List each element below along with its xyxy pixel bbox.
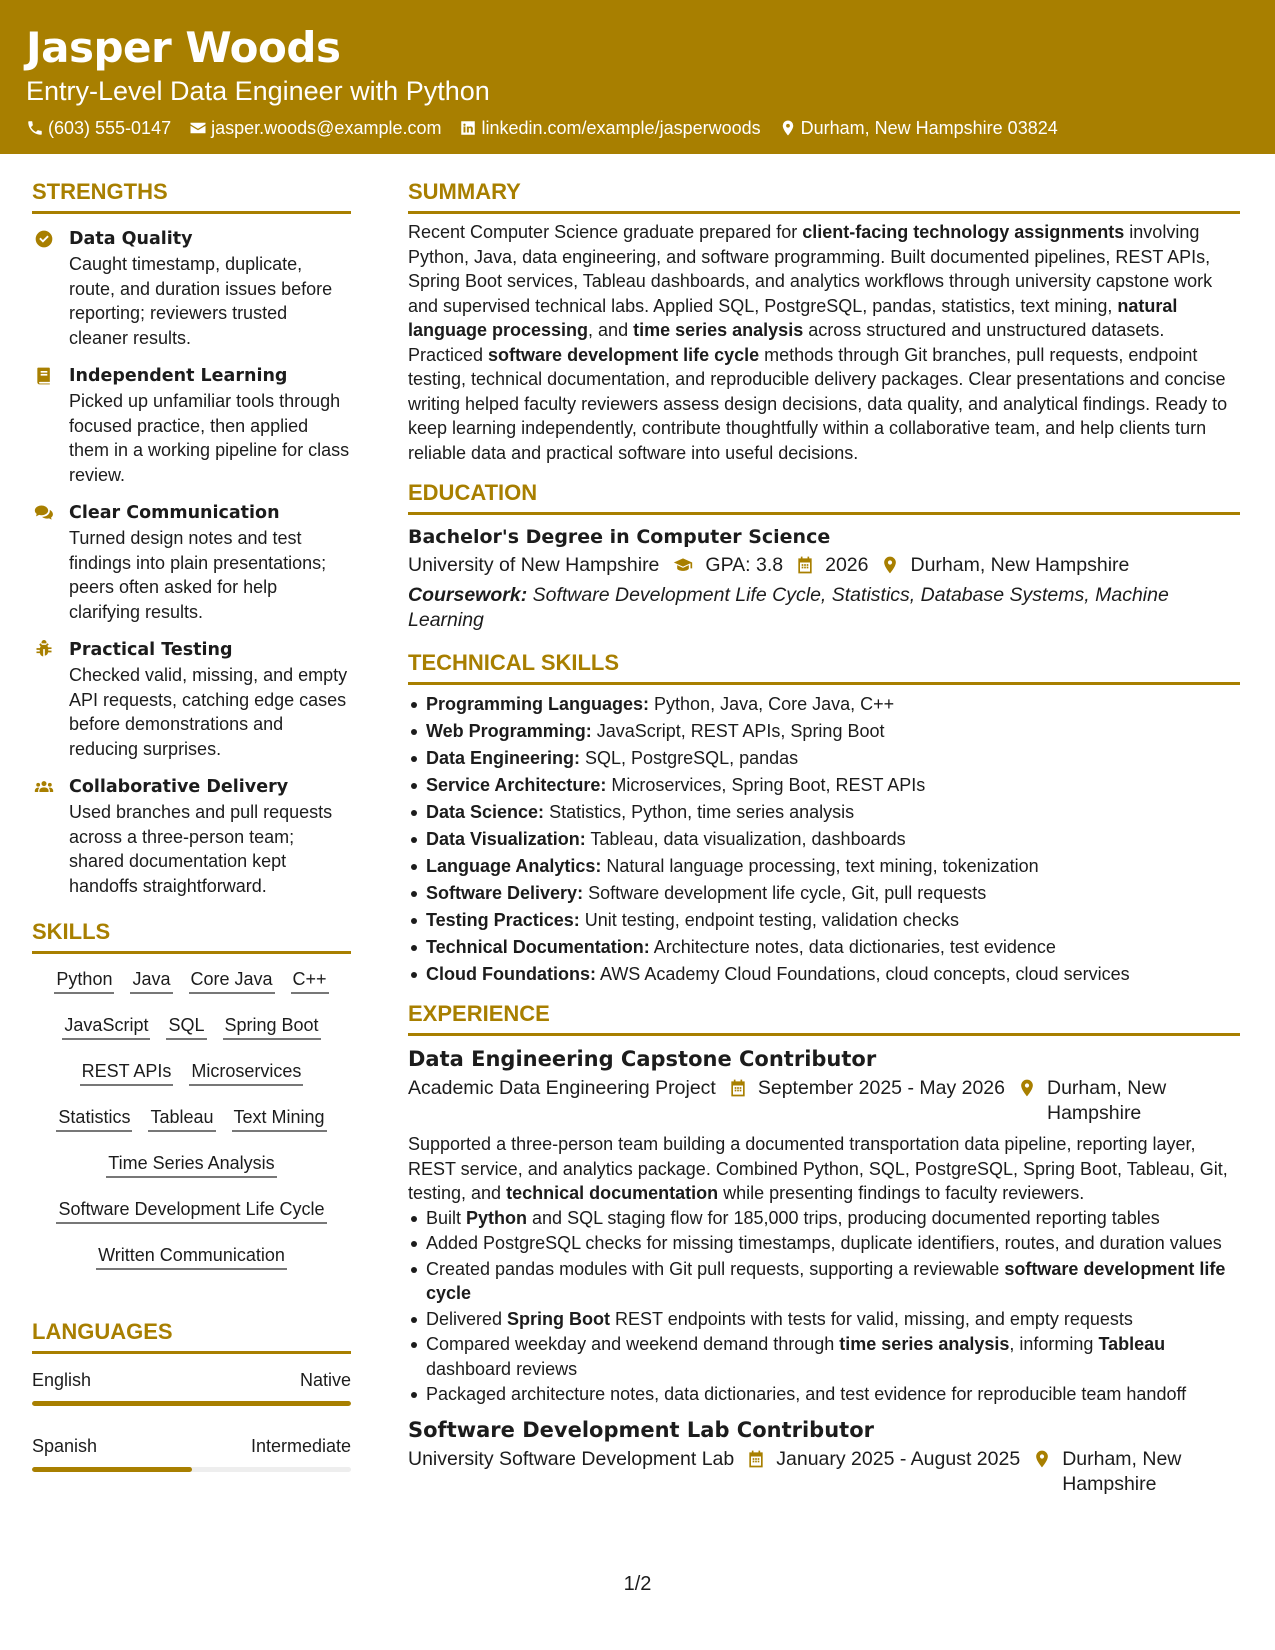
strength-icon-wrap	[32, 226, 69, 350]
job-bullet	[408, 1332, 1240, 1381]
skill-tag: C++	[291, 968, 329, 994]
skill-tag: Microservices	[189, 1060, 303, 1086]
job-bullet	[408, 1382, 1240, 1407]
language-item	[32, 1368, 351, 1406]
language-proficiency-fill	[32, 1401, 351, 1406]
technical-skill-value: Software development life cycle, Git, pull requests	[583, 883, 987, 903]
technical-skill-item	[408, 880, 1240, 907]
contact-bar	[26, 116, 1249, 140]
phone-text: (603) 555-0147	[48, 118, 172, 138]
language-proficiency-bar	[32, 1467, 351, 1472]
skills-row	[32, 1106, 351, 1132]
text-segment: , informing	[1009, 1334, 1099, 1354]
technical-skill-label: Data Engineering:	[426, 748, 581, 768]
bold-text: Python	[466, 1207, 528, 1228]
language-level: Native	[299, 1370, 351, 1390]
skill-tag: Python	[54, 968, 114, 994]
text-segment: Recent Computer Science graduate prepared for	[408, 222, 803, 242]
technical-skill-item	[408, 718, 1240, 745]
text-segment: , and	[588, 320, 634, 340]
technical-skills-list	[408, 691, 1240, 988]
language-row	[32, 1434, 351, 1458]
strength-body	[69, 637, 351, 761]
technical-skill-item	[408, 934, 1240, 961]
coursework-text: Software Development Life Cycle, Statistics, Database Systems, Machine Learning	[408, 584, 1169, 631]
language-item	[32, 1434, 351, 1472]
location-text: Durham, New Hampshire 03824	[800, 118, 1058, 138]
bold-text: software development life cycle	[488, 344, 760, 365]
technical-skill-label: Programming Languages:	[426, 694, 650, 714]
bold-text: Tableau	[1098, 1334, 1166, 1354]
technical-skill-item	[408, 691, 1240, 718]
technical-skill-label: Testing Practices:	[426, 910, 580, 930]
skills-heading: SKILLS	[32, 918, 351, 954]
job-location-text: Durham, New Hampshire	[1047, 1077, 1167, 1124]
language-name: Spanish	[32, 1436, 98, 1456]
coursework	[408, 583, 1240, 633]
strength-name: Practical Testing	[69, 640, 233, 660]
skill-tag: Spring Boot	[223, 1014, 321, 1040]
strength-name: Collaborative Delivery	[69, 777, 289, 797]
job-dates-text: September 2025 - May 2026	[757, 1077, 1005, 1099]
bold-text: Spring Boot	[507, 1308, 611, 1329]
strength-body	[69, 500, 351, 624]
skill-tag: JavaScript	[62, 1014, 150, 1040]
map-pin-icon	[1017, 1078, 1037, 1098]
education-school	[408, 553, 659, 578]
map-pin-icon	[779, 119, 797, 137]
year-text: 2026	[825, 554, 869, 576]
linkedin-text[interactable]: linkedin.com/example/jasperwoods	[481, 118, 761, 138]
job-dates-text: January 2025 - August 2025	[776, 1447, 1021, 1470]
resume-header	[0, 0, 1275, 154]
text-segment: Packaged architecture notes, data dictionaries, and test evidence for reproducible team handoff	[426, 1384, 1187, 1404]
strength-icon-wrap	[32, 500, 69, 624]
right-column	[408, 178, 1240, 1497]
calendar-icon	[728, 1078, 748, 1098]
technical-skill-label: Software Delivery:	[426, 883, 584, 903]
job-bullet	[408, 1231, 1240, 1256]
technical-skill-value: Natural language processing, text mining, tokenization	[601, 856, 1039, 876]
job-bullet	[408, 1206, 1240, 1231]
text-segment: Delivered	[426, 1308, 508, 1329]
job-dates	[746, 1447, 1020, 1472]
technical-skill-value: Statistics, Python, time series analysis	[544, 802, 855, 822]
education-degree: Bachelor's Degree in Computer Science	[408, 526, 831, 548]
summary-text	[408, 220, 1240, 465]
skills-list	[32, 964, 351, 1270]
book-icon	[34, 366, 54, 386]
text-segment: while presenting findings to faculty reviewers.	[718, 1183, 1085, 1203]
skills-row	[32, 1014, 351, 1040]
bold-text: time series analysis	[633, 320, 804, 340]
candidate-name: Jasper Woods	[26, 23, 341, 72]
job-description	[408, 1132, 1240, 1206]
skill-tag: REST APIs	[80, 1060, 174, 1086]
job-location	[1032, 1447, 1202, 1497]
languages-list	[32, 1368, 351, 1472]
technical-skill-value: Microservices, Spring Boot, REST APIs	[606, 775, 926, 795]
job-dates	[728, 1076, 1005, 1101]
page-number: 1/2	[623, 1573, 652, 1595]
language-level: Intermediate	[250, 1436, 351, 1456]
left-column	[32, 178, 351, 1500]
strength-icon-wrap	[32, 363, 69, 487]
technical-skill-label: Cloud Foundations:	[426, 964, 596, 984]
job-organization	[408, 1076, 716, 1101]
technical-skill-value: JavaScript, REST APIs, Spring Boot	[591, 721, 885, 741]
technical-skill-value: Unit testing, endpoint testing, validation checks	[579, 910, 959, 930]
job-bullets	[408, 1206, 1240, 1407]
text-segment: Added PostgreSQL checks for missing timestamps, duplicate identifiers, routes, and duration values	[426, 1233, 1222, 1253]
text-segment: across structured and unstructured datasets. Practiced	[408, 320, 1165, 365]
technical-skill-value: Tableau, data visualization, dashboards	[585, 829, 906, 849]
strength-name: Clear Communication	[69, 503, 280, 523]
job-title: Software Development Lab Contributor	[408, 1417, 874, 1442]
experience-heading: EXPERIENCE	[408, 1000, 1240, 1036]
text-segment: Compared weekday and weekend demand through	[426, 1334, 840, 1354]
text-segment: involving Python, Java, data engineering, and software programming. Built documented pipelines, REST APIs, Spring Boot services, Tableau dashboards, and analytics workflows through university capstone work and supervised technical labs. Applied SQL, PostgreSQL, pandas, statistics, text mining,	[408, 222, 1213, 316]
job-organization-text: Academic Data Engineering Project	[408, 1077, 716, 1099]
skill-tag: Written Communication	[96, 1244, 287, 1270]
technical-skill-label: Data Science:	[426, 802, 545, 822]
skills-row	[32, 1198, 351, 1224]
strengths-heading: STRENGTHS	[32, 178, 351, 214]
skill-tag: Tableau	[148, 1106, 215, 1132]
strength-description: Caught timestamp, duplicate, route, and duration issues before reporting; reviewers trusted cleaner results.	[69, 254, 333, 348]
linkedin-icon	[459, 119, 477, 137]
technical-skill-item	[408, 799, 1240, 826]
contact-linkedin[interactable]	[459, 116, 760, 140]
language-proficiency-fill	[32, 1467, 192, 1472]
map-pin-icon	[880, 555, 900, 575]
text-segment: Supported a three-person team building a documented transportation data pipeline, reporting layer, REST service, and analytics package. Combined Python, SQL, PostgreSQL, Spring Boot, Tableau, Git, testing, and	[408, 1134, 1228, 1203]
job-organization-text: University Software Development Lab	[408, 1447, 735, 1470]
envelope-icon	[189, 119, 207, 137]
job-location-text: Durham, New Hampshire	[1062, 1447, 1182, 1495]
users-icon	[34, 777, 54, 797]
skill-tag: Statistics	[56, 1106, 132, 1132]
job-bullet	[408, 1307, 1240, 1332]
job-bullet	[408, 1257, 1240, 1306]
technical-skill-label: Web Programming:	[426, 721, 592, 741]
languages-heading: LANGUAGES	[32, 1318, 351, 1354]
experience-item	[408, 1415, 1240, 1497]
strength-item	[32, 363, 351, 487]
bold-text: client-facing technology assignments	[802, 222, 1125, 242]
phone-icon	[26, 119, 44, 137]
graduation-cap-icon	[671, 555, 695, 575]
education-meta	[408, 553, 1240, 578]
language-name: English	[32, 1370, 92, 1390]
skill-tag: Core Java	[189, 968, 275, 994]
technical-skill-item	[408, 961, 1240, 988]
summary-heading: SUMMARY	[408, 178, 1240, 214]
text-segment: dashboard reviews	[426, 1358, 578, 1379]
strength-item	[32, 637, 351, 761]
contact-email[interactable]	[189, 116, 441, 140]
strength-item	[32, 774, 351, 898]
contact-location	[779, 116, 1058, 140]
gpa-text: GPA: 3.8	[705, 554, 784, 576]
contact-phone	[26, 116, 171, 140]
calendar-icon	[746, 1449, 766, 1469]
text-segment: REST endpoints with tests for valid, missing, and empty requests	[610, 1308, 1133, 1329]
strength-description: Used branches and pull requests across a three-person team; shared documentation kept handoffs straightforward.	[69, 802, 333, 896]
education-year	[795, 553, 868, 578]
technical-skill-label: Data Visualization:	[426, 829, 586, 849]
job-location	[1017, 1076, 1187, 1126]
strength-icon-wrap	[32, 774, 69, 898]
candidate-title: Entry-Level Data Engineer with Python	[26, 76, 490, 106]
strength-description: Checked valid, missing, and empty API requests, catching edge cases before demonstrations and reducing surprises.	[69, 665, 348, 759]
coursework-label: Coursework:	[408, 584, 528, 606]
check-circle-icon	[34, 229, 54, 249]
technical-skill-item	[408, 745, 1240, 772]
bug-icon	[34, 640, 54, 660]
text-segment: and SQL staging flow for 185,000 trips, producing documented reporting tables	[527, 1207, 1160, 1228]
technical-skill-value: SQL, PostgreSQL, pandas	[580, 748, 799, 768]
language-proficiency-bar	[32, 1401, 351, 1406]
technical-skill-item	[408, 907, 1240, 934]
job-organization	[408, 1447, 734, 1472]
education-location	[880, 553, 1129, 578]
job-title: Data Engineering Capstone Contributor	[408, 1047, 877, 1071]
strength-body	[69, 774, 351, 898]
education-location-text: Durham, New Hampshire	[910, 554, 1130, 576]
skill-tag: Text Mining	[232, 1106, 327, 1132]
skill-tag: Software Development Life Cycle	[56, 1198, 326, 1224]
strengths-list	[32, 224, 351, 898]
bold-text: natural language processing	[408, 295, 1178, 340]
text-segment: Built	[426, 1207, 467, 1228]
strength-description: Picked up unfamiliar tools through focused practice, then applied them in a working pipeline for class review.	[69, 391, 350, 485]
text-segment: Created pandas modules with Git pull requests, supporting a reviewable	[426, 1258, 1005, 1279]
technical-skills-heading: TECHNICAL SKILLS	[408, 649, 1240, 685]
technical-skill-label: Service Architecture:	[426, 775, 607, 795]
strength-name: Data Quality	[69, 229, 193, 249]
strength-item	[32, 226, 351, 350]
strength-body	[69, 363, 351, 487]
technical-skill-item	[408, 772, 1240, 799]
strength-description: Turned design notes and test findings into plain presentations; peers often asked for help clarifying results.	[69, 528, 327, 622]
strength-body	[69, 226, 351, 350]
skills-row	[32, 1244, 351, 1270]
job-meta	[408, 1447, 1240, 1497]
skill-tag: Time Series Analysis	[106, 1152, 276, 1178]
technical-skill-value: AWS Academy Cloud Foundations, cloud concepts, cloud services	[595, 964, 1130, 984]
strength-name: Independent Learning	[69, 366, 288, 386]
job-meta	[408, 1076, 1240, 1126]
calendar-icon	[795, 555, 815, 575]
skills-row	[32, 1060, 351, 1086]
experience-list	[408, 1044, 1240, 1497]
map-pin-icon	[1032, 1449, 1052, 1469]
education-heading: EDUCATION	[408, 479, 1240, 515]
technical-skill-label: Technical Documentation:	[426, 937, 650, 957]
technical-skill-item	[408, 853, 1240, 880]
bold-text: software development life cycle	[426, 1258, 1226, 1303]
skill-tag: Java	[130, 968, 172, 994]
strength-icon-wrap	[32, 637, 69, 761]
skills-row	[32, 1152, 351, 1178]
bold-text: technical documentation	[506, 1183, 719, 1203]
skill-tag: SQL	[166, 1014, 206, 1040]
email-text[interactable]: jasper.woods@example.com	[211, 118, 442, 138]
technical-skill-label: Language Analytics:	[426, 856, 602, 876]
experience-item	[408, 1044, 1240, 1407]
strength-item	[32, 500, 351, 624]
bold-text: time series analysis	[839, 1334, 1010, 1354]
technical-skill-value: Python, Java, Core Java, C++	[649, 694, 895, 714]
comments-icon	[34, 503, 54, 523]
technical-skill-item	[408, 826, 1240, 853]
education-gpa	[671, 553, 783, 578]
language-row	[32, 1368, 351, 1392]
technical-skill-value: Architecture notes, data dictionaries, test evidence	[649, 937, 1056, 957]
skills-row	[32, 968, 351, 994]
school-name: University of New Hampshire	[408, 554, 660, 576]
text-segment: methods through Git branches, pull requests, endpoint testing, technical documentation, and reproducible delivery packages. Clear presentations and concise writing helped faculty reviewers assess design decisions, data quality, and analytical findings. Ready to keep learning independently, contribute thoughtfully within a collaborative team, and help clients turn reliable data and practical software into useful decisions.	[408, 344, 1228, 463]
